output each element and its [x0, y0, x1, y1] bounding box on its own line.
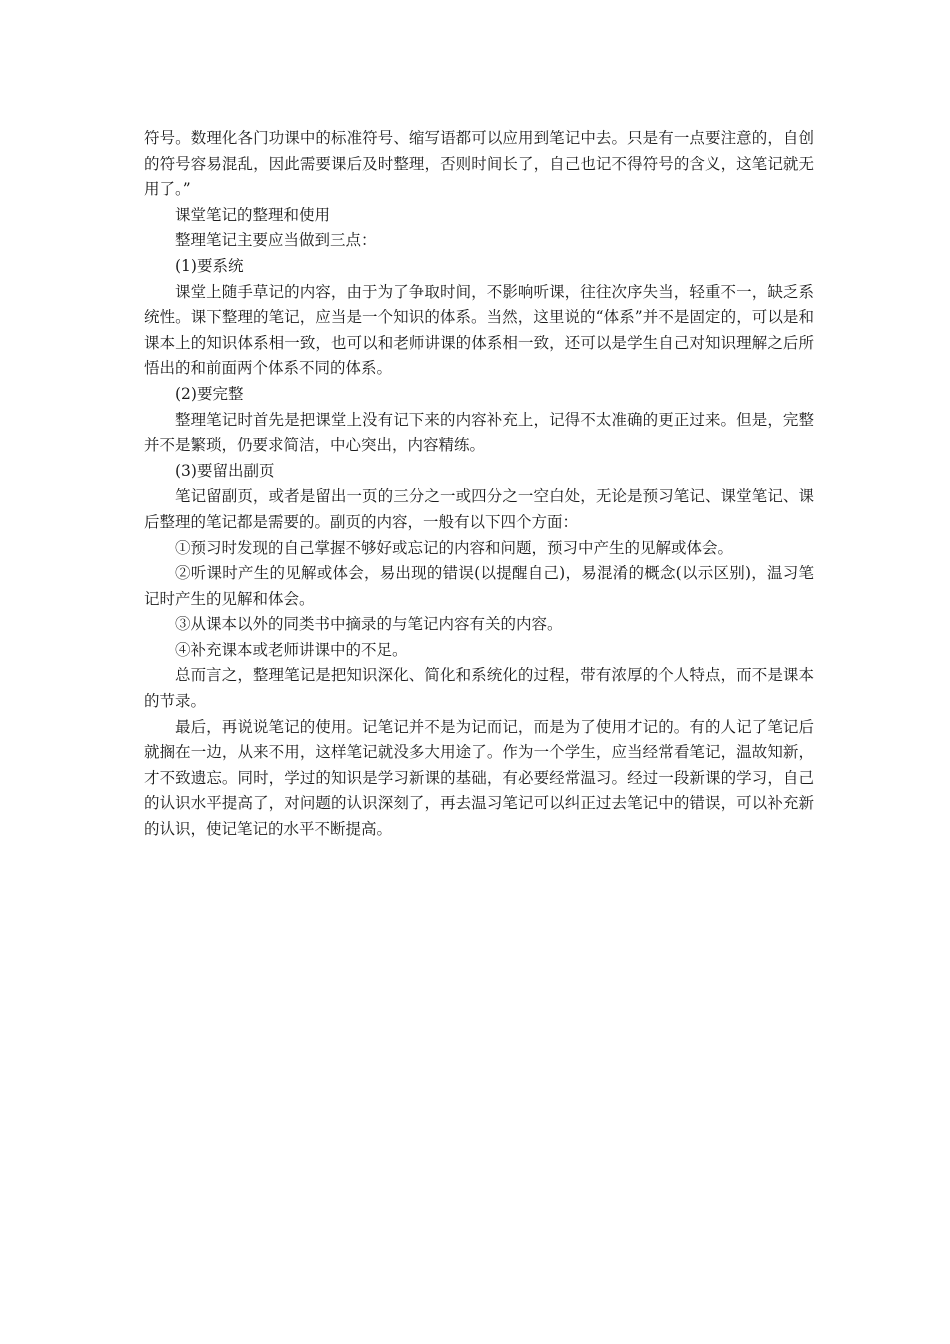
- paragraph-systematic: 课堂上随手草记的内容，由于为了争取时间，不影响听课，往往次序失当，轻重不一，缺乏系统性。课下整理的笔记，应当是一个知识的体系。当然，这里说的“体系”并不是固定的，可以是和课本上的知识体系相一致，也可以和老师讲课的体系相一致，还可以是学生自己对知识理解之后所悟出的和前面两个体系不同的体系。: [144, 282, 814, 378]
- subheading-side-page: (3)要留出副页: [175, 461, 275, 480]
- subheading-systematic: (1)要系统: [175, 256, 244, 275]
- paragraph-side-page: 笔记留副页，或者是留出一页的三分之一或四分之一空白处，无论是预习笔记、课堂笔记、课后整理的笔记都是需要的。副页的内容，一般有以下四个方面：: [144, 487, 814, 531]
- list-item-4: ④补充课本或老师讲课中的不足。: [175, 640, 408, 659]
- paragraph-using-notes: 最后，再说说笔记的使用。记笔记并不是为记而记，而是为了使用才记的。有的人记了笔记后就搁在一边，从来不用，这样笔记就没多大用途了。作为一个学生，应当经常看笔记，温故知新，才不致遗忘。同时，学过的知识是学习新课的基础，有必要经常温习。经过一段新课的学习，自己的认识水平提高了，对问题的认识深刻了，再去温习笔记可以纠正过去笔记中的错误，可以补充新的认识，使记笔记的水平不断提高。: [144, 717, 814, 839]
- section-heading-notes-organize-use: 课堂笔记的整理和使用: [175, 205, 331, 224]
- paragraph-three-points-intro: 整理笔记主要应当做到三点：: [175, 231, 377, 250]
- list-item-2: ②听课时产生的见解或体会，易出现的错误(以提醒自己)，易混淆的概念(以示区别)，温习笔记时产生的见解和体会。: [144, 564, 814, 608]
- paragraph-complete: 整理笔记时首先是把课堂上没有记下来的内容补充上，记得不太准确的更正过来。但是，完整并不是繁琐，仍要求简洁，中心突出，内容精练。: [144, 410, 814, 455]
- subheading-complete: (2)要完整: [175, 384, 244, 403]
- paragraph-symbols-note: 符号。数理化各门功课中的标准符号、缩写语都可以应用到笔记中去。只是有一点要注意的，自创的符号容易混乱，因此需要课后及时整理，否则时间长了，自己也记不得符号的含义，这笔记就无用了。”: [144, 129, 814, 199]
- paragraph-summary: 总而言之，整理笔记是把知识深化、简化和系统化的过程，带有浓厚的个人特点，而不是课本的节录。: [144, 666, 814, 711]
- list-item-1: ①预习时发现的自己掌握不够好或忘记的内容和问题，预习中产生的见解或体会。: [175, 538, 734, 557]
- document-body: [144, 126, 814, 843]
- list-item-3: ③从课本以外的同类书中摘录的与笔记内容有关的内容。: [175, 615, 563, 634]
